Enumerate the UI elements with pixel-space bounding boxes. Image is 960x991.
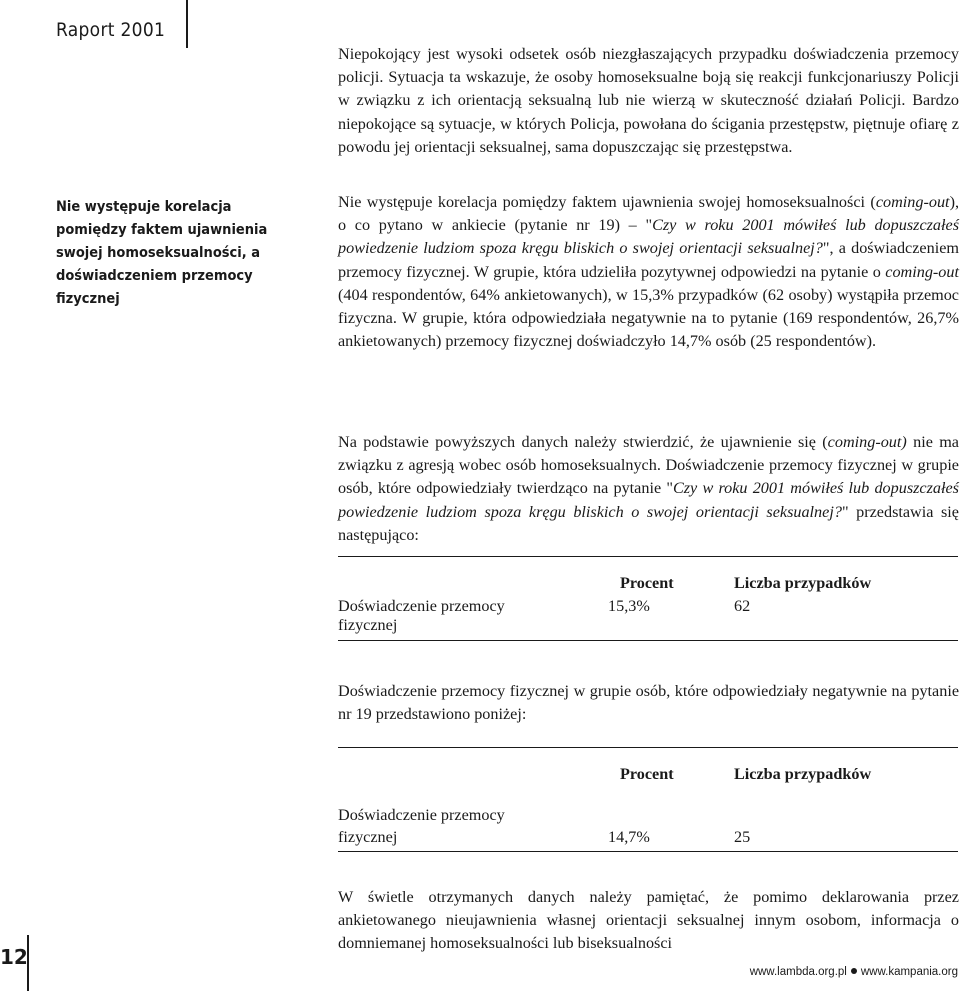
italic-question: Czy w roku 2001 mówiłeś lub dopuszczałeś powiedzenie ludziom spoza kręgu bliskich o swojej orientacji seksualnej? [338,479,959,521]
paragraph-conclusion [338,431,959,547]
italic-term: coming-out) [827,433,907,451]
footer-links [750,966,958,978]
column-header-percent: Procent [620,765,674,783]
text-segment: (404 respondentów, 64% ankietowanych), w 15,3% przypadków (62 osoby) wystąpiła przemoc fizyczna. W grupie, która odpowiedziała negatywnie na to pytanie (169 respondentów, 26,7% ankietowanych) przemocy fizycznej doświadczyło 14,7% osób (25 respondentów). [338,285,959,351]
cell-count: 25 [734,828,751,846]
page-number: 12 [0,945,28,969]
text-segment: ), o co pytano w ankiecie (pytanie nr 19) – " [338,193,959,235]
sidebar-heading: Nie występuje korelacja pomiędzy faktem ujawnienia swojej homoseksualności, a doświadczeniem przemocy fizycznej [56,199,268,307]
paragraph-final: W świetle otrzymanych danych należy pamiętać, że pomimo deklarowania przez ankietowanego nieujawnienia własnej orientacji seksualnej innym osobom, informacja o domniemanej homoseksualności lub biseksualności [338,888,959,953]
paragraph-correlation [338,191,959,353]
header-divider [186,0,188,48]
table-top-rule [338,747,958,748]
column-header-percent: Procent [620,574,674,592]
italic-question: Czy w roku 2001 mówiłeś lub dopuszczałeś powiedzenie ludziom spoza kręgu bliskich o swojej orientacji seksualnej? [338,216,960,258]
italic-term: coming-out [875,193,950,211]
cell-count: 62 [734,597,751,615]
row-label: Doświadczenie przemocy [338,806,505,824]
text-segment: ", a doświadczeniem przemocy fizycznej. W grupie, która udzieliła pozytywnej odpowiedzi na pytanie o [338,239,959,281]
bullet-icon [851,968,857,974]
italic-term: coming-out [885,262,959,281]
row-label: Doświadczenie przemocy [338,597,505,615]
table-bottom-rule [338,640,958,641]
cell-percent: 14,7% [608,828,650,846]
table-bottom-rule [338,851,958,852]
text-segment: nie ma związku z agresją wobec osób homoseksualnych. Doświadczenie przemocy fizycznej w grupie osób, które odpowiedziały twierdząco na pytanie " [338,433,959,498]
link-lambda[interactable]: www.lambda.org.pl [749,966,847,978]
link-kampania[interactable]: www.kampania.org [860,966,958,978]
column-header-count: Liczba przypadków [734,574,872,592]
text-segment: Nie występuje korelacja pomiędzy faktem ujawnienia swojej homoseksualności ( [338,193,876,211]
column-header-count: Liczba przypadków [734,765,872,783]
text-segment: Na podstawie powyższych danych należy stwierdzić, że ujawnienie się ( [338,433,828,451]
row-label-continued: fizycznej [338,828,398,846]
cell-percent: 15,3% [608,597,650,615]
paragraph-police-reporting: Niepokojący jest wysoki odsetek osób niezgłaszających przypadku doświadczenia przemocy policji. Sytuacja ta wskazuje, że osoby homoseksualne boją się reakcji funkcjonariuszy Policji w związku z ich orientacją seksualną lub nie wierzą w skuteczność działań Policji. Bardzo niepokojące są sytuacje, w których Policja, powołana do ścigania przestępstw, piętnuje ofiarę z powodu jej orientacji seksualnej, sama dopuszczając się przestępstwa. [338,45,959,156]
table-top-rule [338,556,958,557]
text-segment: " przedstawia się następująco: [338,502,959,544]
paragraph-negative-group: Doświadczenie przemocy fizycznej w grupie osób, które odpowiedziały negatywnie na pytanie nr 19 przedstawiono poniżej: [338,682,959,724]
row-label-continued: fizycznej [338,616,398,634]
report-title: Raport 2001 [56,19,166,41]
